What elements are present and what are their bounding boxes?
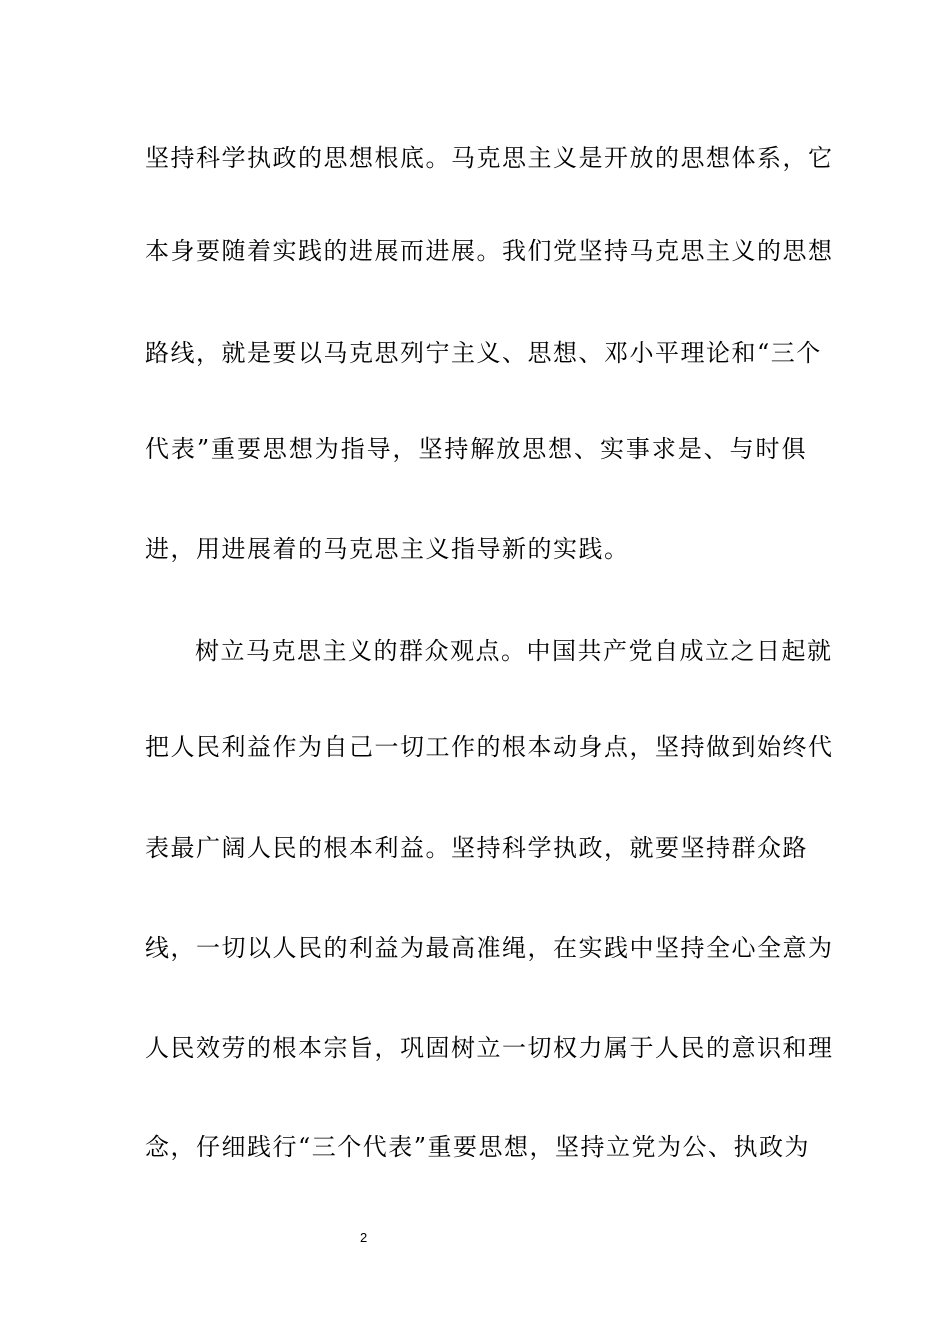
- paragraph-line: 路线，就是要以马克思列宁主义、思想、邓小平理论和“三个: [145, 339, 822, 367]
- paragraph-line: 进，用进展着的马克思主义指导新的实践。: [145, 535, 630, 563]
- paragraph-line: 念，仔细践行“三个代表”重要思想，坚持立党为公、执政为: [145, 1133, 811, 1161]
- page-number: 2: [360, 1230, 368, 1245]
- paragraph-line: 代表”重要思想为指导，坚持解放思想、实事求是、与时俱: [145, 435, 807, 463]
- paragraph-line: 树立马克思主义的群众观点。中国共产党自成立之日起就: [195, 637, 833, 665]
- paragraph-line: 本身要随着实践的进展而进展。我们党坚持马克思主义的思想: [145, 237, 834, 265]
- paragraph-line: 人民效劳的根本宗旨，巩固树立一切权力属于人民的意识和理: [145, 1034, 834, 1062]
- paragraph-line: 坚持科学执政的思想根底。马克思主义是开放的思想体系，它: [145, 144, 834, 172]
- paragraph-line: 表最广阔人民的根本利益。坚持科学执政，就要坚持群众路: [145, 834, 808, 862]
- paragraph-line: 把人民利益作为自己一切工作的根本动身点，坚持做到始终代: [145, 733, 834, 761]
- paragraph-line: 线，一切以人民的利益为最高准绳，在实践中坚持全心全意为: [145, 934, 834, 962]
